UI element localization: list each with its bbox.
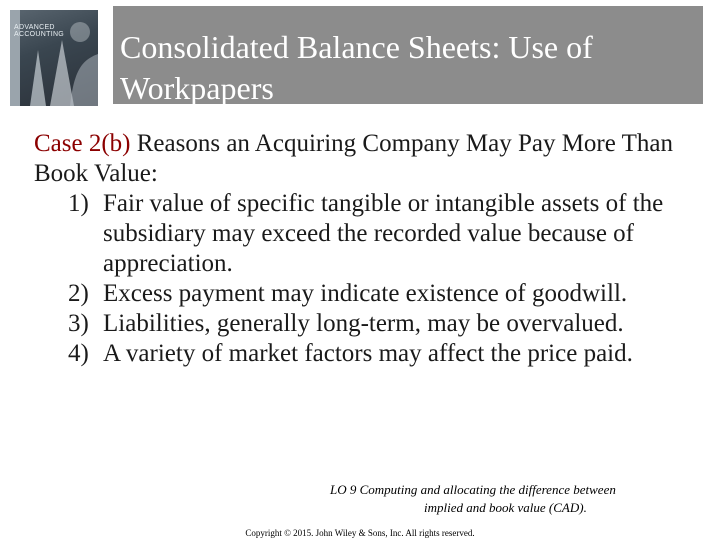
- lo-line-2: implied and book value (CAD).: [424, 500, 587, 515]
- reasons-list: [34, 189, 704, 369]
- list-item: [34, 189, 704, 279]
- book-cover-image: [10, 10, 98, 106]
- list-number: 2): [68, 280, 89, 307]
- slide-body: [34, 129, 704, 369]
- list-text: Liabilities, generally long-term, may be overvalued.: [103, 310, 624, 337]
- case-heading: [34, 129, 704, 189]
- slide-title: Consolidated Balance Sheets: Use of Workpapers: [120, 29, 593, 106]
- case-text: Reasons an Acquiring Company May Pay More Than Book Value:: [34, 130, 674, 187]
- list-item: [34, 279, 704, 309]
- case-label: Case 2(b): [34, 130, 131, 157]
- list-text: A variety of market factors may affect the price paid.: [103, 340, 633, 367]
- lo-line-1: LO 9 Computing and allocating the difference between: [330, 482, 616, 497]
- list-number: 1): [68, 190, 89, 217]
- list-item: [34, 309, 704, 339]
- copyright-notice: Copyright © 2015. John Wiley & Sons, Inc. All rights reserved.: [245, 528, 475, 538]
- list-text: Excess payment may indicate existence of goodwill.: [103, 280, 628, 307]
- book-title: ADVANCED ACCOUNTING: [14, 24, 65, 38]
- list-number: 3): [68, 310, 89, 337]
- list-text: Fair value of specific tangible or intangible assets of the subsidiary may exceed the recorded value because of appreciation.: [103, 190, 664, 277]
- list-item: [34, 339, 704, 369]
- list-number: 4): [68, 340, 89, 367]
- learning-objective-note: [330, 481, 700, 517]
